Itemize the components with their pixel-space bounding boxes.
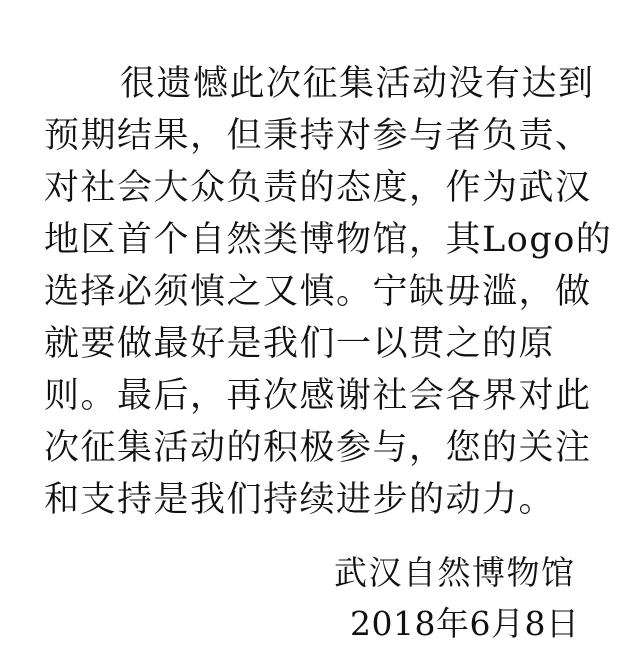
- notice-line: 选择必须慎之又慎。宁缺毋滥，做: [44, 272, 592, 312]
- notice-line: 次征集活动的积极参与，您的关注: [44, 428, 592, 468]
- notice-line: 和支持是我们持续进步的动力。: [44, 480, 556, 520]
- signature-date: 2018年6月8日: [350, 604, 580, 643]
- notice-body: [44, 58, 613, 526]
- notice-line: 则。最后，再次感谢社会各界对此: [44, 376, 592, 416]
- notice-line: 对社会大众负责的态度，作为武汉: [44, 168, 592, 208]
- signature-organization: 武汉自然博物馆: [334, 553, 576, 592]
- notice-line: 很遗憾此次征集活动没有达到: [120, 64, 595, 104]
- notice-line: 预期结果，但秉持对参与者负责、: [44, 116, 592, 156]
- notice-line: 就要做最好是我们一以贯之的原: [44, 324, 556, 364]
- notice-line: 地区首个自然类博物馆，其Logo的: [44, 220, 613, 260]
